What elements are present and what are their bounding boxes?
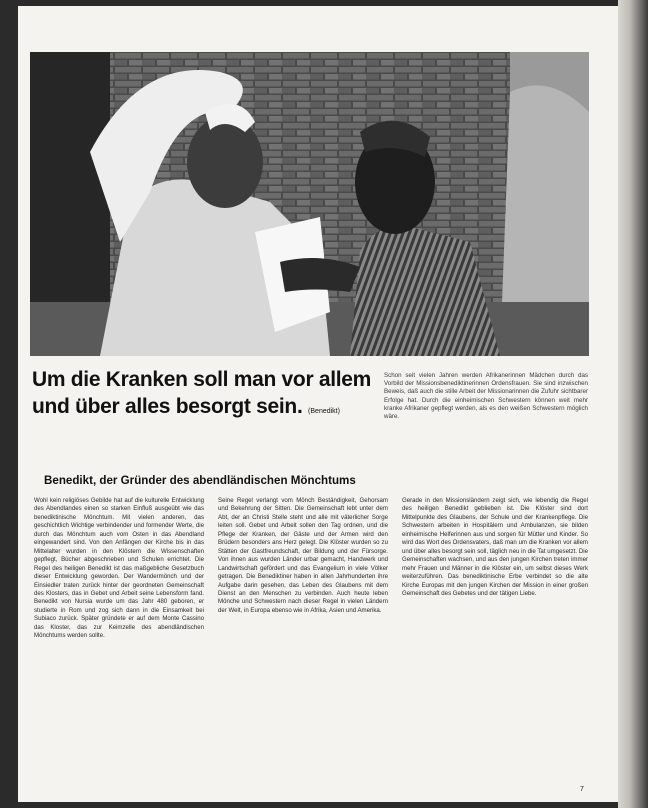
photo-drawing	[30, 52, 589, 356]
headline-line-1: Um die Kranken soll man vor allem	[32, 368, 372, 391]
nun-treating-patient-photo	[30, 52, 589, 356]
headline-line-2: und über alles besorgt sein.	[32, 395, 303, 418]
article-column-1: Wohl kein religiöses Gebilde hat auf die kulturelle Entwicklung des Abendlandes einen so starken Einfluß ausgeübt wie das benediktinische Mönchtum. Mit vielen anderen, das geschichtlich Wichtige verbindender und formender Werte, die durch das Mönchtum auch vom Osten in das Abendland eingewandert sind. Von den Anfängen der Kirche bis in das Mittelalter wurden in den Klöstern die Wissenschaften gepflegt, Bücher abgeschrieben und Schulen errichtet. Die Regel des heiligen Benedikt ist das maßgebliche Gesetzbuch dieser Entwicklung geworden. Der Wandermönch und der Einsiedler traten zurück hinter der geordneten Gemeinschaft des Klosters, das in Gebet und Arbeit seine Lebensform fand. Benedikt von Nursia wurde um das Jahr 480 geboren, er studierte in Rom und zog sich dann in die Einsamkeit bei Subiaco zurück. Später gründete er auf dem Monte Cassino das Kloster, das zur Keimzelle des abendländischen Mönchtums werden sollte.	[34, 497, 204, 640]
headline	[32, 366, 372, 425]
article-column-2: Seine Regel verlangt vom Mönch Beständigkeit, Gehorsam und Bekehrung der Sitten. Die Gemeinschaft lebt unter dem Abt, der an Christi Stelle steht und alle mit väterlicher Sorge leiten soll. Gebet und Arbeit sollen den Tag ordnen, und die Pflege der Kranken, der Gäste und der Armen wird den Brüdern besonders ans Herz gelegt. Die Klöster wurden so zu Stätten der Gastfreundschaft, der Bildung und der Fürsorge. Von ihnen aus wurden Länder urbar gemacht, Handwerk und Landwirtschaft gefördert und das Evangelium in viele Völker getragen. Die Benediktiner haben in allen Jahrhunderten ihre Aufgabe darin gesehen, das Leben des Glaubens mit dem Dienst an den Menschen zu verbinden. Auch heute leben Mönche und Schwestern nach dieser Regel in vielen Ländern der Welt, in Europa ebenso wie in Afrika, Asien und Amerika.	[218, 497, 388, 614]
headline-attribution: (Benedikt)	[308, 408, 340, 415]
facing-page-edge	[618, 0, 648, 808]
article-subheading: Benedikt, der Gründer des abendländischen Mönchtums	[44, 474, 356, 487]
photo-caption-text: Schon seit vielen Jahren werden Afrikanerinnen Mädchen durch das Vorbild der Missionsbenediktinerinnen Ordensfrauen. Sie sind inzwischen Beweis, daß auch die stille Arbeit der Missionarinnen die Zufuhr sichtbarer Erfolge hat. Durch die einheimischen Schwestern können weit mehr kranke Afrikaner gepflegt werden, als es den weißen Schwestern möglich wäre.	[384, 372, 588, 421]
article-column-3: Gerade in den Missionsländern zeigt sich, wie lebendig die Regel des heiligen Benedikt geblieben ist. Die Klöster sind dort Mittelpunkte des Glaubens, der Schule und der Krankenpflege. Die Schwestern arbeiten in Hospitälern und Ambulanzen, sie bilden einheimische Helferinnen aus und sorgen für Mütter und Kinder. So wird das Wort des Ordensvaters, daß man um die Kranken vor allem und über alles besorgt sein soll, täglich neu in die Tat umgesetzt. Die Gemeinschaften wachsen, und aus den jungen Kirchen treten immer mehr Frauen und Männer in die Klöster ein, um selbst dieses Werk weiterzuführen. Das benediktinische Erbe verbindet so die alte Kirche Europas mit den jungen Kirchen der Mission in einer großen Gemeinschaft des Gebetes und der tätigen Liebe.	[402, 497, 588, 597]
page-number: 7	[580, 786, 584, 793]
